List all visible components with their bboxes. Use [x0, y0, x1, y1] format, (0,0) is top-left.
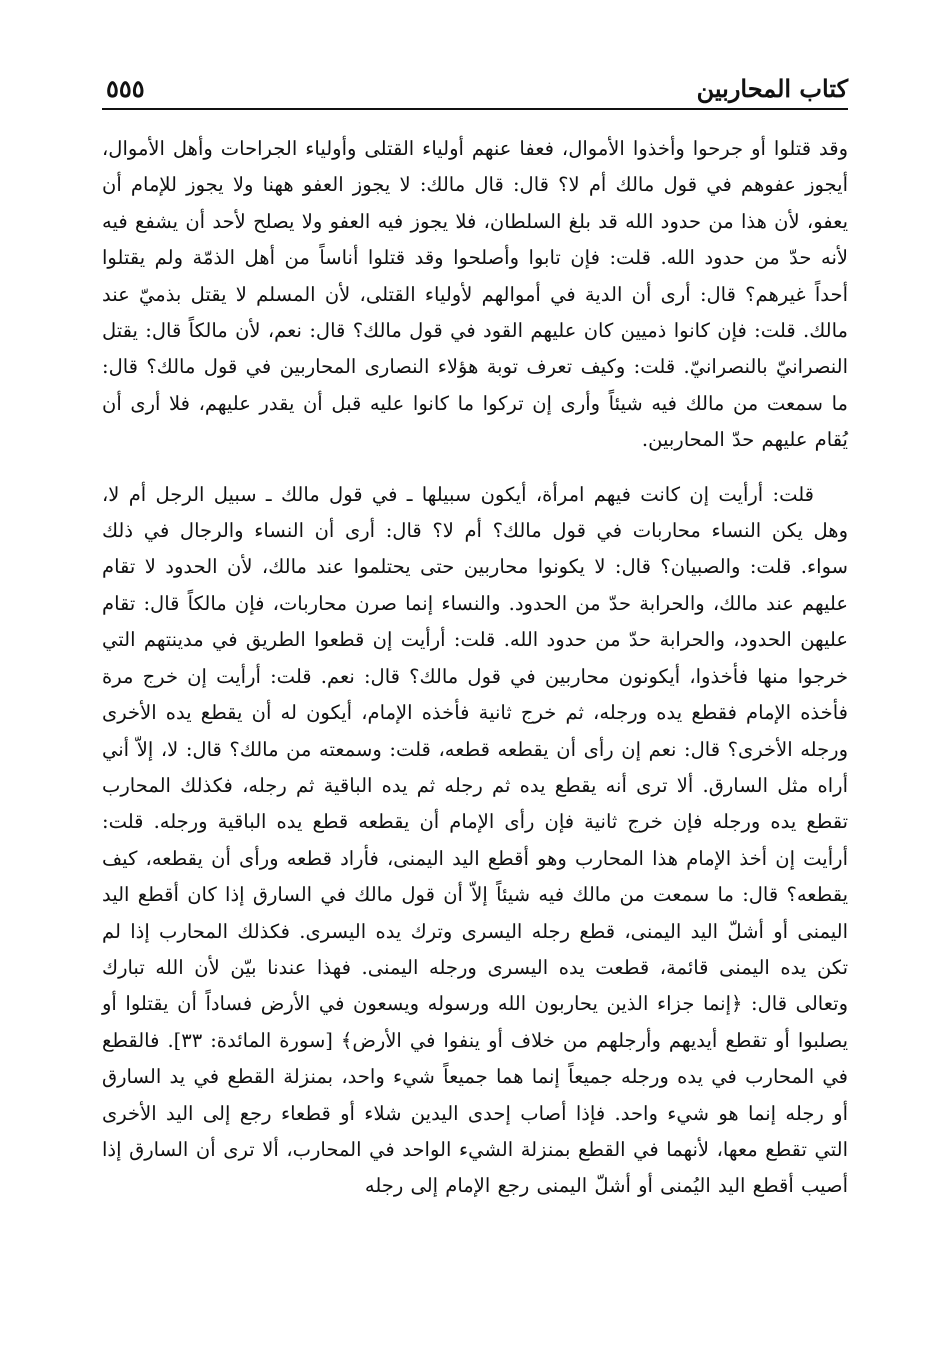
paragraph-2: قلت: أرأيت إن كانت فيهم امرأة، أيكون سبيلها ـ في قول مالك ـ سبيل الرجل أم لا، وهل يكن النساء محاربات في قول مالك؟ أم لا؟ قال: أرى أن النساء والرجال في ذلك سواء. قلت: والصبيان؟ قال: لا يكونوا محاربين حتى يحتلموا عند مالك، لأن الحدود لا تقام عليهم عند مالك، والحرابة حدّ من الحدود. والنساء إنما صرن محاربات، فإن مالكاً قال: تقام عليهن الحدود، والحرابة حدّ من حدود الله. قلت: أرأيت إن قطعوا الطريق في مدينتهم التي خرجوا منها فأخذوا، أيكونون محاربين في قول مالك؟ قال: نعم. قلت: أرأيت إن خرج مرة فأخذه الإمام فقطع يده ورجله، ثم خرج ثانية فأخذه الإمام، أيكون له أن يقطع يده الأخرى ورجله الأخرى؟ قال: نعم إن رأى أن يقطعه قطعه، قلت: وسمعته من مالك؟ قال: لا، إلاّ أني أراه مثل السارق. ألا ترى أنه يقطع يده ثم رجله ثم يده الباقية ثم رجله، فكذلك المحارب تقطع يده ورجله فإن خرج ثانية فإن رأى الإمام أن يقطعه قطع يده الباقية ورجله. قلت: أرأيت إن أخذ الإمام هذا المحارب وهو أقطع اليد اليمنى، فأراد قطعه ورأى أن يقطعه، كيف يقطعه؟ قال: ما سمعت من مالك فيه شيئاً إلاّ أن قول مالك في السارق إذا كان أقطع اليد اليمنى أو أشلّ اليد اليمنى، قطع رجله اليسرى وترك يده اليسرى. فكذلك المحارب إذا لم تكن يده اليمنى قائمة، قطعت يده اليسرى ورجله اليمنى. فهذا عندنا بيّن لأن الله تبارك وتعالى قال: ﴿إنما جزاء الذين يحاربون الله ورسوله ويسعون في الأرض فساداً أن يقتلوا أو يصلبوا أو تقطع أيديهم وأرجلهم من خلاف أو ينفوا في الأرض﴾ [سورة المائدة: ٣٣]. فالقطع في المحارب في يده ورجله جميعاً إنما هما جميعاً شيء واحد، بمنزلة القطع في يد السارق أو رجله إنما هو شيء واحد. فإذا أصاب إحدى اليدين شلاء أو قطعاء رجع إلى اليد الأخرى التي تقطع معها، لأنهما في القطع بمنزلة الشيء الواحد في المحارب، ألا ترى أن السارق إذا أصيب أقطع اليد اليُمنى أو أشلّ اليمنى رجع الإمام إلى رجله [102, 482, 849, 1198]
page-body [102, 131, 848, 1205]
running-title: كتاب المحاربين [696, 74, 848, 103]
paragraph-1: وقد قتلوا أو جرحوا وأخذوا الأموال، فعفا عنهم أولياء القتلى وأولياء الجراحات وأهل الأموال، أيجوز عفوهم في قول مالك أم لا؟ قال: قال مالك: لا يجوز العفو ههنا ولا يجوز للإمام أن يعفو، لأن هذا من حدود الله قد بلغ السلطان، فلا يجوز فيه العفو ولا يصلح لأحد أن يشفع فيه لأنه حدّ من حدود الله. قلت: فإن تابوا وأصلحوا وقد قتلوا أناساً من أهل الذمّة ولم يقتلوا أحداً غيرهم؟ قال: أرى أن الدية في أموالهم لأولياء القتلى، لأن المسلم لا يقتل بذميّ عند مالك. قلت: فإن كانوا ذميين كان عليهم القود في قول مالك؟ قال: نعم، لأن مالكاً قال: يقتل النصرانيّ بالنصرانيّ. قلت: وكيف تعرف توبة هؤلاء النصارى المحاربين في قول مالك؟ قال: ما سمعت من مالك فيه شيئاً وأرى إن تركوا ما كانوا عليه قبل أن يقدر عليهم، فلا أرى أن يُقام عليهم حدّ المحاربين. [102, 137, 848, 452]
page-header [102, 66, 848, 110]
page-number: ٥٥٥ [106, 74, 145, 103]
book-page [102, 66, 848, 1205]
